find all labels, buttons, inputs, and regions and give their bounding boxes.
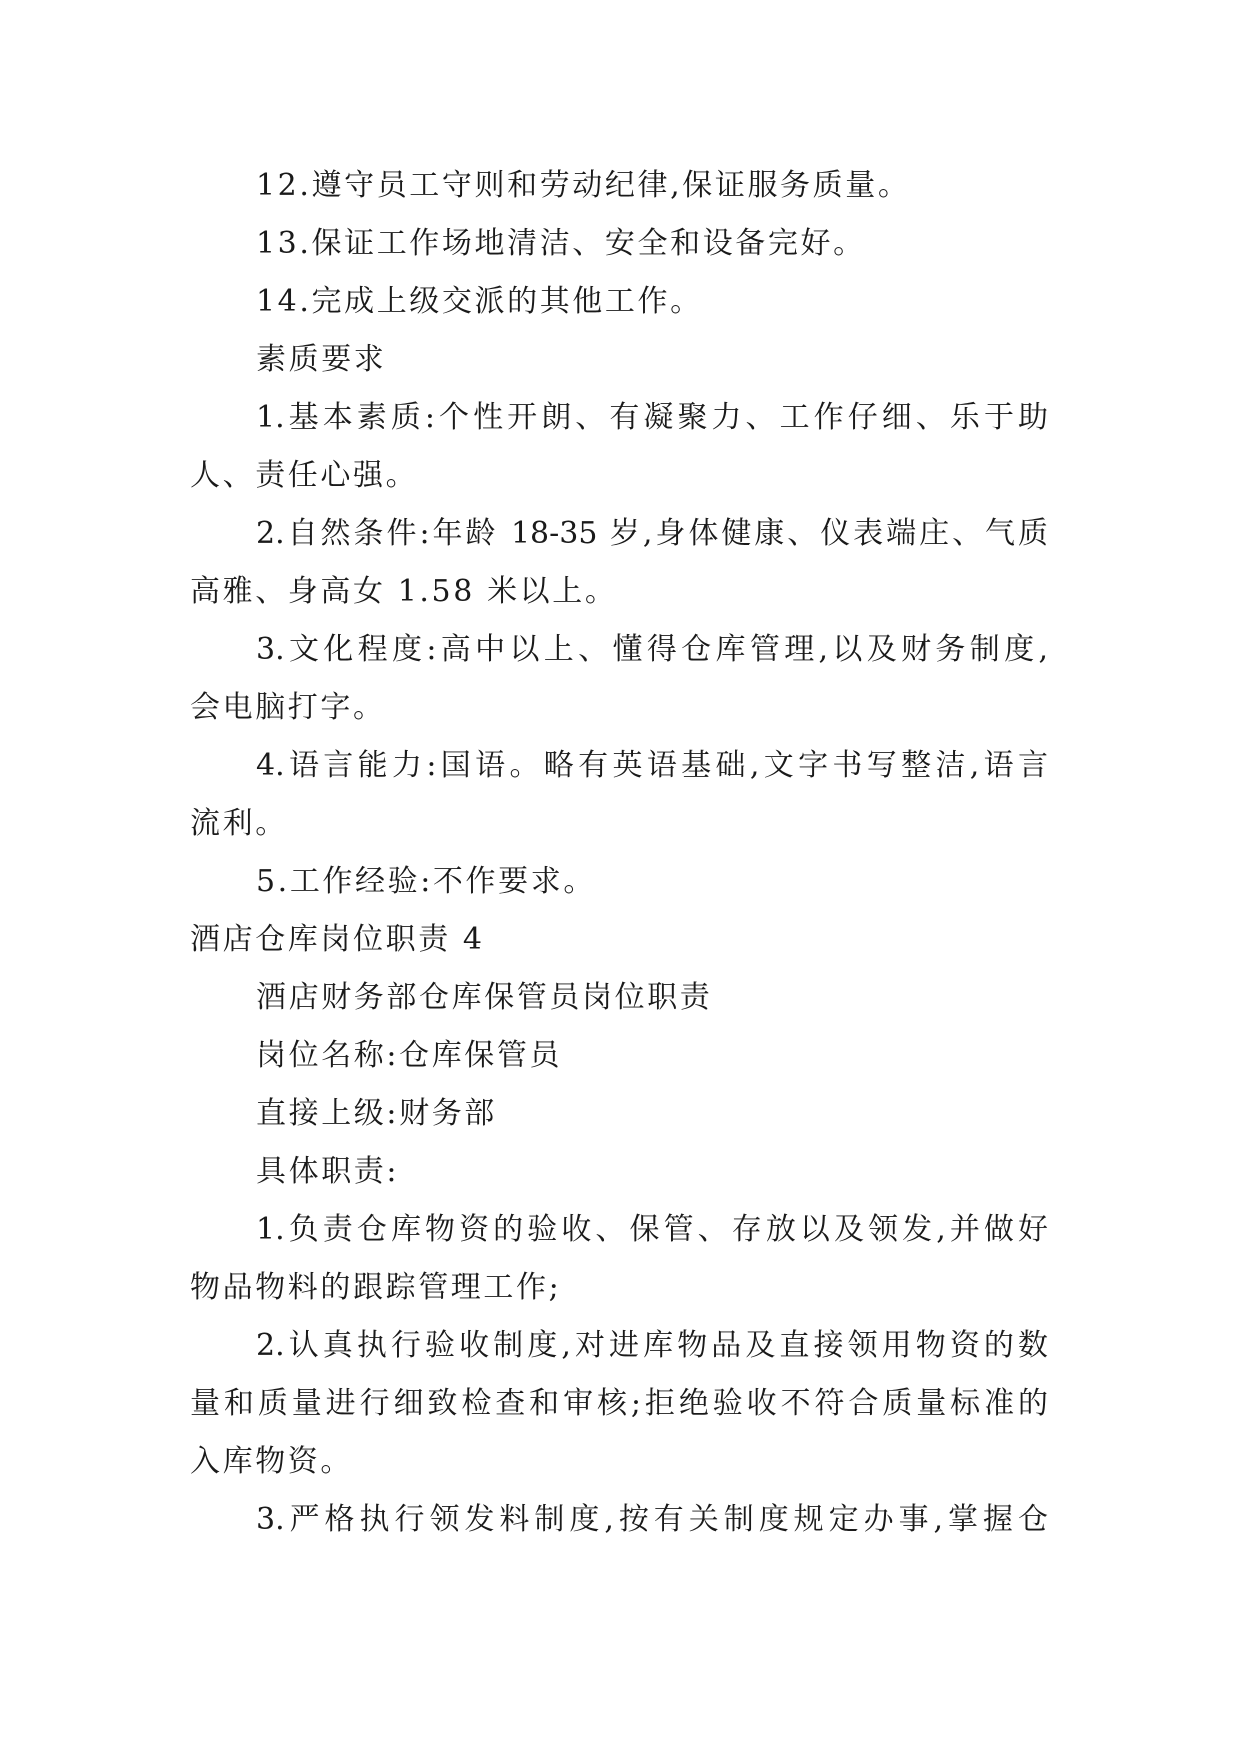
text-line: 1.基本素质:个性开朗、有凝聚力、工作仔细、乐于助 xyxy=(256,400,1048,435)
text-line: 流利。 xyxy=(190,806,288,841)
text-line: 物品物料的跟踪管理工作; xyxy=(190,1270,562,1305)
text-line: 3.文化程度:高中以上、懂得仓库管理,以及财务制度, xyxy=(256,632,1048,667)
section-title: 酒店仓库岗位职责 4 xyxy=(190,922,485,957)
text-line: 3.严格执行领发料制度,按有关制度规定办事,掌握仓 xyxy=(256,1502,1048,1537)
text-line: 5.工作经验:不作要求。 xyxy=(256,864,596,899)
text-line: 2.自然条件:年龄 18-35 岁,身体健康、仪表端庄、气质 xyxy=(256,516,1048,551)
text-line: 12.遵守员工守则和劳动纪律,保证服务质量。 xyxy=(256,168,911,203)
text-line: 高雅、身高女 1.58 米以上。 xyxy=(190,574,618,609)
text-line: 岗位名称:仓库保管员 xyxy=(256,1038,563,1073)
section-heading: 素质要求 xyxy=(256,342,387,377)
text-line: 1.负责仓库物资的验收、保管、存放以及领发,并做好 xyxy=(256,1212,1048,1247)
text-line: 入库物资。 xyxy=(190,1444,353,1479)
text-line: 酒店财务部仓库保管员岗位职责 xyxy=(256,980,713,1015)
text-line: 人、责任心强。 xyxy=(190,458,419,493)
text-line: 4.语言能力:国语。略有英语基础,文字书写整洁,语言 xyxy=(256,748,1048,783)
text-line: 具体职责: xyxy=(256,1154,400,1189)
text-line: 14.完成上级交派的其他工作。 xyxy=(256,284,703,319)
text-line: 2.认真执行验收制度,对进库物品及直接领用物资的数 xyxy=(256,1328,1048,1363)
text-line: 直接上级:财务部 xyxy=(256,1096,497,1131)
text-line: 会电脑打字。 xyxy=(190,690,386,725)
text-line: 量和质量进行细致检查和审核;拒绝验收不符合质量标准的 xyxy=(190,1386,1048,1421)
text-line: 13.保证工作场地清洁、安全和设备完好。 xyxy=(256,226,866,261)
